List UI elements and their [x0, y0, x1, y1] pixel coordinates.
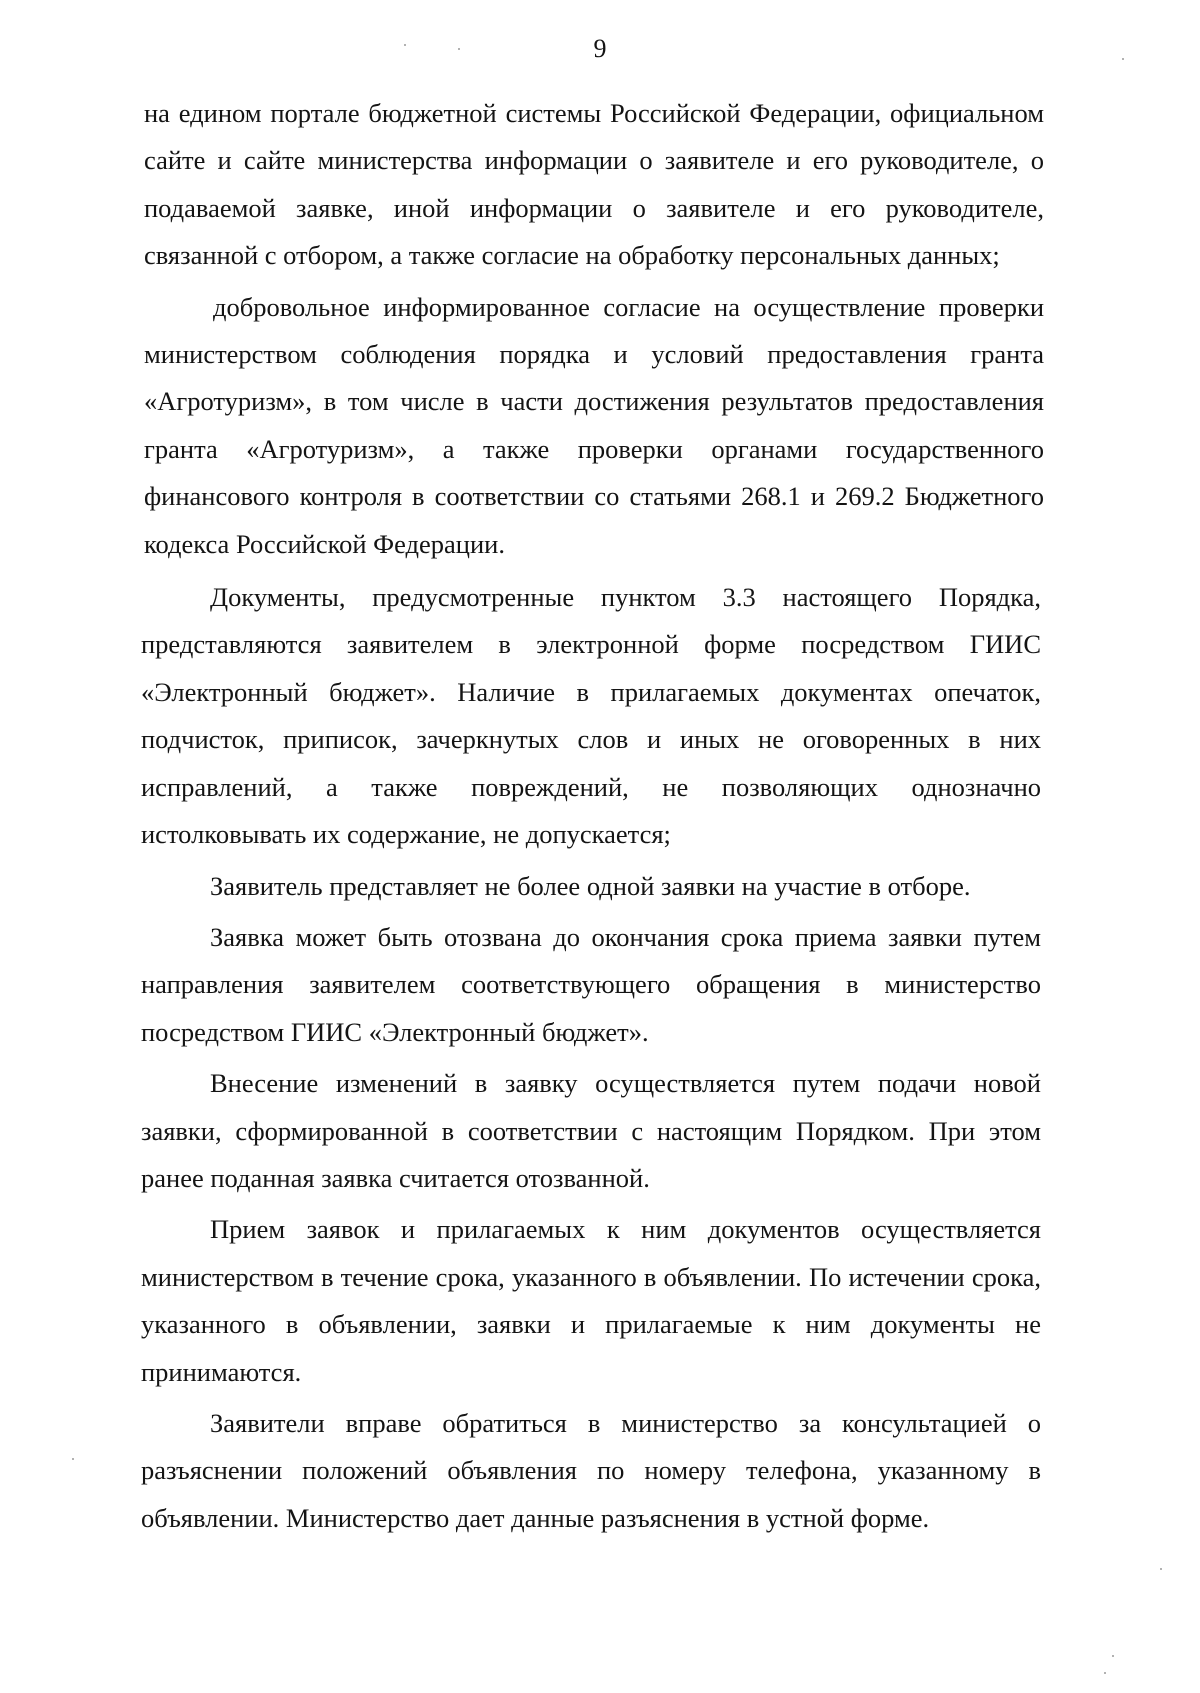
paragraph-3: Документы, предусмотренные пунктом 3.3 настоящего Порядка, представляются заявителем в электронной форме посредством ГИИС «Электронный бюджет». Наличие в прилагаемых документах опечаток, подчисток, приписок, зачеркнутых слов и иных не оговоренных в них исправлений, а также повреждений, не позволяющих однозначно истолковывать их содержание, не допускается; [141, 582, 1041, 850]
paragraph-6: Внесение изменений в заявку осуществляется путем подачи новой заявки, сформированной в соответствии с настоящим Порядком. При этом ранее поданная заявка считается отозванной. [141, 1068, 1041, 1193]
scan-speck [1112, 1655, 1114, 1657]
paragraph-1: на едином портале бюджетной системы Российской Федерации, официальном сайте и сайте министерства информации о заявителе и его руководителе, о подаваемой заявке, иной информации о заявителе и его руководителе, связанной с отбором, а также согласие на обработку персональных данных; [144, 98, 1044, 271]
page-number: 9 [593, 34, 607, 63]
paragraph-7: Прием заявок и прилагаемых к ним документов осуществляется министерством в течение срока, указанного в объявлении. По истечении срока, указанного в объявлении, заявки и прилагаемые к ним документы не принимаются. [141, 1214, 1041, 1387]
scan-speck [458, 48, 460, 50]
paragraph-8: Заявители вправе обратиться в министерство за консультацией о разъяснении положений объявления по номеру телефона, указанному в объявлении. Министерство дает данные разъяснения в устной форме. [141, 1407, 1041, 1533]
scan-speck [72, 1458, 74, 1460]
paragraph-4: Заявитель представляет не более одной заявки на участие в отборе. [210, 870, 971, 901]
document-body [141, 90, 1044, 1542]
scan-speck [404, 44, 406, 46]
paragraph-5: Заявка может быть отозвана до окончания срока приема заявки путем направления заявителем соответствующего обращения в министерство посредством ГИИС «Электронный бюджет». [141, 921, 1041, 1047]
paragraph-2: добровольное информированное согласие на осуществление проверки министерством соблюдения порядка и условий предоставления гранта «Агротуризм», в том числе в части достижения результатов предоставления гранта «Агротуризм», а также проверки органами государственного финансового контроля в соответствии со статьями 268.1 и 269.2 Бюджетного кодекса Российской Федерации. [144, 291, 1044, 559]
scan-speck [1122, 58, 1124, 60]
scan-speck [1160, 1568, 1162, 1570]
scan-speck [1104, 1672, 1106, 1674]
